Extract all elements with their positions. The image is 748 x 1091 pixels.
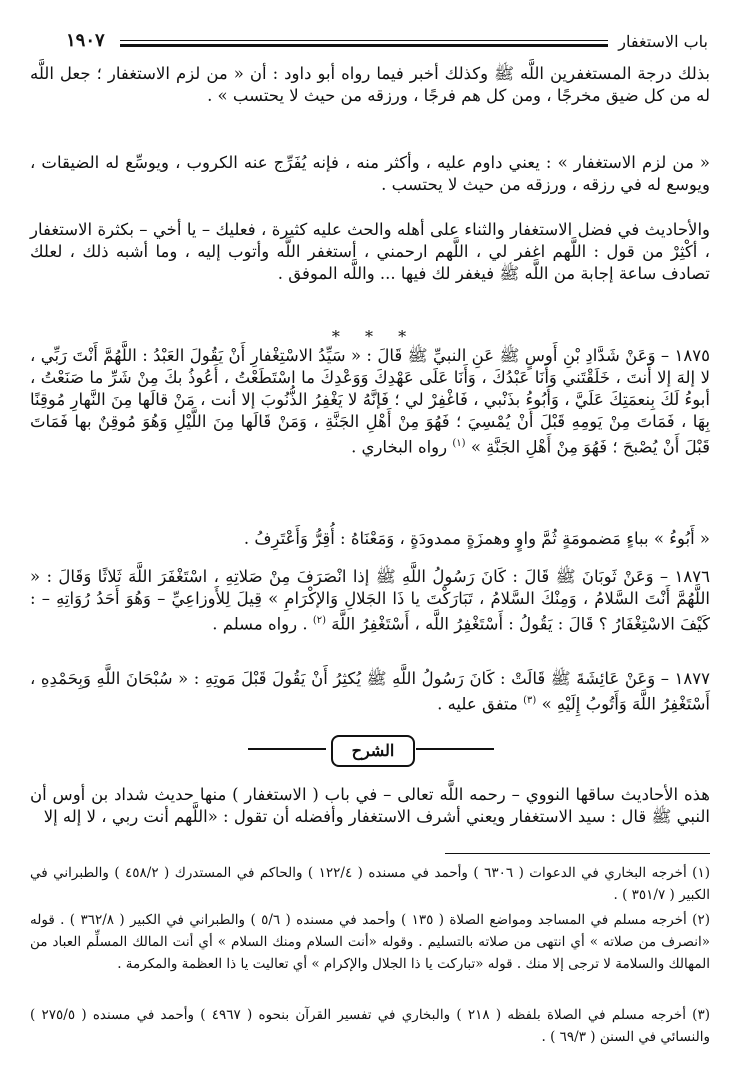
chapter-title: باب الاستغفار <box>618 32 708 51</box>
header-rule-thick <box>120 44 608 47</box>
hadith-1876-source: . رواه مسلم . <box>212 614 308 634</box>
footnote-ref-2: (٢) <box>312 615 327 626</box>
footnote-separator <box>445 853 710 854</box>
hadith-1875-text: ١٨٧٥ – وَعَنْ شَدَّادِ بْنِ أَوسٍ ﷺ عَنِ النبيِّ ﷺ قَالَ : « سَيِّدُ الاسْتِغْفارِ أَنْ يَقُولَ العَبْدُ : اللَّهُمَّ أَنْتَ رَبِّي ، لا إلهَ إلا أَنتَ ، خَلَقْتَني وَأَنَا عَبْدُكَ ، وَأَنَا عَلَى عَهْدِكَ وَوَعْدِكَ ما اسْتَطَعْتُ ، أَعُوذُ بكَ مِنْ شَرِّ ما صَنَعْتُ ، أبوءُ لَكَ بِنعمَتِكَ عَلَيَّ ، وَأَبُوءُ بذَنْبي ، فَاغْفِرْ لي ؛ فَإنَّهُ لا يَغْفِرُ الذُّنُوبَ إلا أنت ، مَنْ قالَها مِنَ النَّهارِ مُوقِنًا بِهَا ، فَمَاتَ مِنْ يَومِهِ قَبْلَ أَنْ يُمْسِيَ ؛ فَهُوَ مِنْ أَهْلِ الجَنَّةِ ، وَمَنْ قَالَها مِنَ اللَّيْلِ وَهُوَ مُوقِنٌ بها فَمَاتَ قَبْلَ أَنْ يُصْبحَ ؛ فَهُوَ مِنْ أَهْلِ الجَنَّةِ » <box>30 346 710 457</box>
intro-paragraph-2: « من لزم الاستغفار » : يعني داوم عليه ، وأكثر منه ، فإنه يُفَرِّج عنه الكروب ، ويوسِّع له الضيقات ، ويوسع له في رزقه ، ورزقه من حيث لا يحتسب . <box>30 153 710 194</box>
hadith-1876-text: ١٨٧٦ – وَعَنْ ثَوبَانَ ﷺ قَالَ : كَانَ رَسُولُ اللَّهِ ﷺ إذا انْصَرَفَ مِنْ صَلاتِهِ ، اسْتَغْفَرَ اللَّهَ ثَلاثًا وَقَالَ : « اللَّهُمَّ أَنْتَ السَّلامُ ، وَمِنْكَ السَّلامُ ، تَبَارَكْتَ يا ذَا الجَلالِ وَالإكْرَامِ » قِيلَ لِلأَوزاعِيِّ – وَهُوَ أَحَدُ رُوَاتِهِ – : كَيْفَ الاسْتِغْفَارُ ؟ قَالَ : يَقُولُ : أَسْتَغْفِرُ اللَّه ، أَسْتَغْفِرُ اللَّهَ <box>30 567 710 634</box>
footnote-ref-1: (١) <box>452 438 466 449</box>
section-separator: * * * <box>331 327 417 346</box>
hadith-1877-text: ١٨٧٧ – وَعَنْ عَائِشَةَ ﷺ قَالَتْ : كَانَ رَسُولُ اللَّهِ ﷺ يُكثِرُ أَنْ يَقُولَ قَبْلَ مَوتِهِ : « سُبْحَانَ اللَّهِ وَبِحَمْدِهِ ، أَسْتَغْفِرُ اللَّهَ وَأَتُوبُ إِلَيْهِ » <box>30 669 710 714</box>
ornament-line-left <box>248 748 326 752</box>
sharh-heading: الشرح <box>331 735 415 767</box>
footnote-1: (١) أخرجه البخاري في الدعوات ( ٦٣٠٦ ) وأحمد في مسنده ( ١٢٢/٤ ) والحاكم في المستدرك ( ٤٥٨/٢ ) والطبراني في الكبير ( ٣٥١/٧ ) . <box>30 865 710 903</box>
intro-paragraph-3: والأحاديث في فضل الاستغفار والثناء على أهله والحث عليه كثيرة ، فعليك – يا أخي – بكثرة الاستغفار ، أكْثِرْ من قول : اللَّهم اغفر لي ، اللَّهم ارحمني ، أستغفر اللَّه وأتوب إليه ، وما أشبه ذلك ، لعلك تصادف ساعة إجابة من اللَّه ﷺ فيغفر لك فيها ... واللَّه الموفق . <box>30 220 710 283</box>
hadith-1876 <box>30 566 710 636</box>
hadith-1877 <box>30 668 710 716</box>
header-rule-thin <box>120 40 608 41</box>
footnote-ref-3: (٣) <box>523 695 537 706</box>
hadith-1875 <box>30 345 710 459</box>
page-number: ١٩٠٧ <box>66 30 105 51</box>
hadith-1875-gloss: « أَبُوءُ » بباءٍ مَضمومَةٍ ثُمَّ واوٍ وهمزَةٍ ممدودَةٍ ، وَمَعْنَاهُ : أُقِرُّ وَأَعْتَرِفُ . <box>243 529 710 548</box>
ornament-line-right <box>416 748 494 752</box>
sharh-paragraph: هذه الأحاديث ساقها النووي – رحمه اللَّه تعالى – في باب ( الاستغفار ) منها حديث شداد بن أوس أن النبي ﷺ قال : سيد الاستغفار ويعني أشرف الاستغفار وأفضله أن تقول : «اللَّهم أنت ربي ، لا إله إلا <box>30 785 710 826</box>
intro-paragraph-1: بذلك درجة المستغفرين اللَّه ﷺ وكذلك أخبر فيما رواه أبو داود : أن « من لزم الاستغفار ؛ جعل اللَّه له من كل ضيق مخرجًا ، ومن كل هم فرجًا ، ورزقه من حيث لا يحتسب » . <box>30 64 710 105</box>
page-header <box>66 30 708 54</box>
footnote-3: (٣) أخرجه مسلم في الصلاة بلفظه ( ٢١٨ ) والبخاري في تفسير القرآن بنحوه ( ٤٩٦٧ ) وأحمد في مسنده ( ٢٧٥/٥ ) والنسائي في السنن ( ٦٩/٣ ) . <box>30 1007 710 1045</box>
footnote-2: (٢) أخرجه مسلم في المساجد ومواضع الصلاة ( ١٣٥ ) وأحمد في مسنده ( ٥/٦ ) والطبراني في الكبير ( ٣٦٢/٨ ) . قوله «انصرف من صلاته » أي انتهى من صلاته بالتسليم . وقوله «أنت السلام ومنك السلام » أي أنت المالك المسلِّم العباد من المهالك والسلامة لا ترجى إلا منك . قوله «تباركت يا ذا الجلال والإكرام » أي تعاليت يا ذا العظمة والمكرمة . <box>30 912 710 972</box>
hadith-1875-source: رواه البخاري . <box>351 437 448 457</box>
hadith-1877-source: متفق عليه . <box>437 694 518 714</box>
